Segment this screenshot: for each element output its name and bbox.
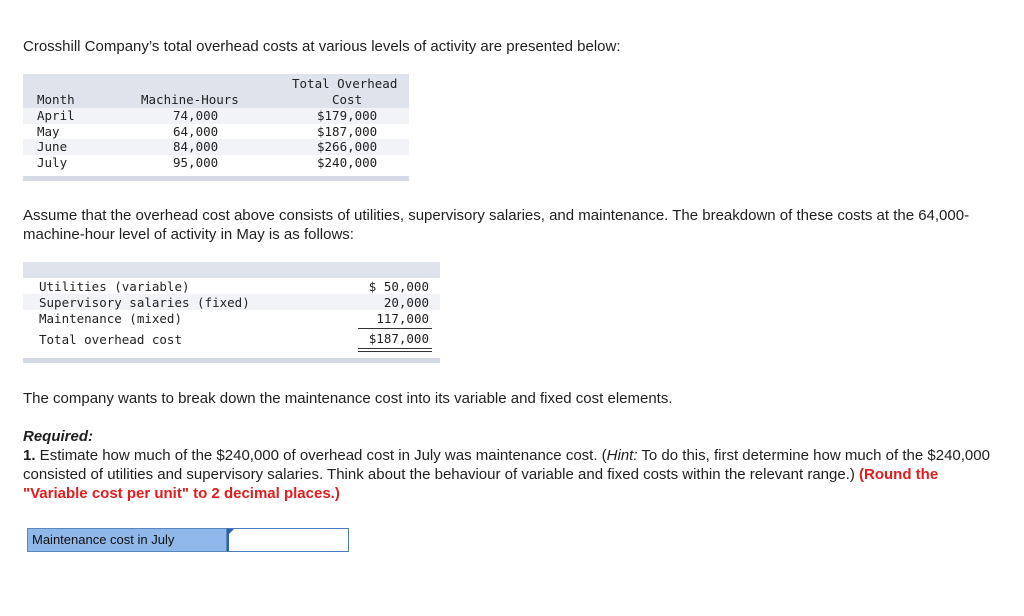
round-instruction: (Round the "Variable cost per unit" to 2 decimal places.) bbox=[23, 466, 939, 502]
intro-text: Crosshill Company’s total overhead costs at various levels of activity are presented below: bbox=[23, 38, 621, 55]
month-cell: July bbox=[37, 154, 68, 170]
month-cell: April bbox=[37, 108, 75, 123]
maintenance-cost-input[interactable] bbox=[227, 528, 349, 552]
subtotal-underline bbox=[358, 328, 432, 329]
hours-cell: 84,000 bbox=[173, 139, 219, 154]
breakdown-label: Supervisory salaries (fixed) bbox=[39, 295, 250, 310]
cost-cell: $266,000 bbox=[317, 139, 378, 154]
month-cell: May bbox=[37, 123, 60, 139]
cost-breakdown-table bbox=[23, 262, 440, 364]
table-footer-bar bbox=[23, 358, 440, 363]
header-month: Month bbox=[37, 92, 75, 107]
hours-cell: 95,000 bbox=[173, 154, 219, 170]
hours-cell: 64,000 bbox=[173, 123, 219, 139]
answer-row bbox=[27, 528, 349, 552]
question-number: 1. bbox=[23, 447, 36, 464]
company-wants-text: The company wants to break down the maintenance cost into its variable and fixed cost elements. bbox=[23, 390, 673, 407]
cost-cell: $187,000 bbox=[317, 123, 378, 139]
breakdown-label: Maintenance (mixed) bbox=[39, 311, 182, 326]
table-header-background bbox=[23, 262, 440, 278]
hint-label: Hint: bbox=[606, 447, 638, 464]
question-text-2: To do this, first determine how much of the $240,000 consisted of utilities and supervisory salaries. Think about the behaviour of variable and fixed costs within the relevant range.) bbox=[23, 447, 990, 483]
answer-input-wrapper bbox=[227, 528, 349, 552]
breakdown-label: Utilities (variable) bbox=[39, 279, 190, 294]
month-cell: June bbox=[37, 139, 68, 154]
breakdown-amount: 117,000 bbox=[376, 311, 429, 326]
hours-cell: 74,000 bbox=[173, 108, 219, 123]
total-amount: $187,000 bbox=[368, 331, 429, 346]
breakdown-amount: 20,000 bbox=[383, 295, 429, 310]
table-footer-bar bbox=[23, 176, 409, 181]
breakdown-amount: $ 50,000 bbox=[368, 279, 429, 294]
assume-text: Assume that the overhead cost above consists of utilities, supervisory salaries, and maintenance. The breakdown of these costs at the 64,000-machine-hour level of activity in May is as follows: bbox=[23, 207, 970, 243]
total-double-underline bbox=[358, 348, 432, 352]
header-total-overhead: Total Overhead bbox=[292, 76, 398, 91]
overhead-table bbox=[23, 74, 409, 181]
cost-cell: $240,000 bbox=[317, 154, 378, 170]
maintenance-cost-label: Maintenance cost in July bbox=[27, 528, 227, 552]
total-label: Total overhead cost bbox=[39, 332, 182, 347]
header-machine-hours: Machine-Hours bbox=[141, 92, 239, 107]
cost-cell: $179,000 bbox=[317, 108, 378, 123]
question-text-1: Estimate how much of the $240,000 of overhead cost in July was maintenance cost. ( bbox=[35, 447, 607, 464]
required-question bbox=[23, 446, 998, 503]
required-heading: Required: bbox=[23, 428, 94, 445]
header-cost: Cost bbox=[332, 92, 363, 107]
input-corner-marker-icon bbox=[228, 529, 234, 535]
